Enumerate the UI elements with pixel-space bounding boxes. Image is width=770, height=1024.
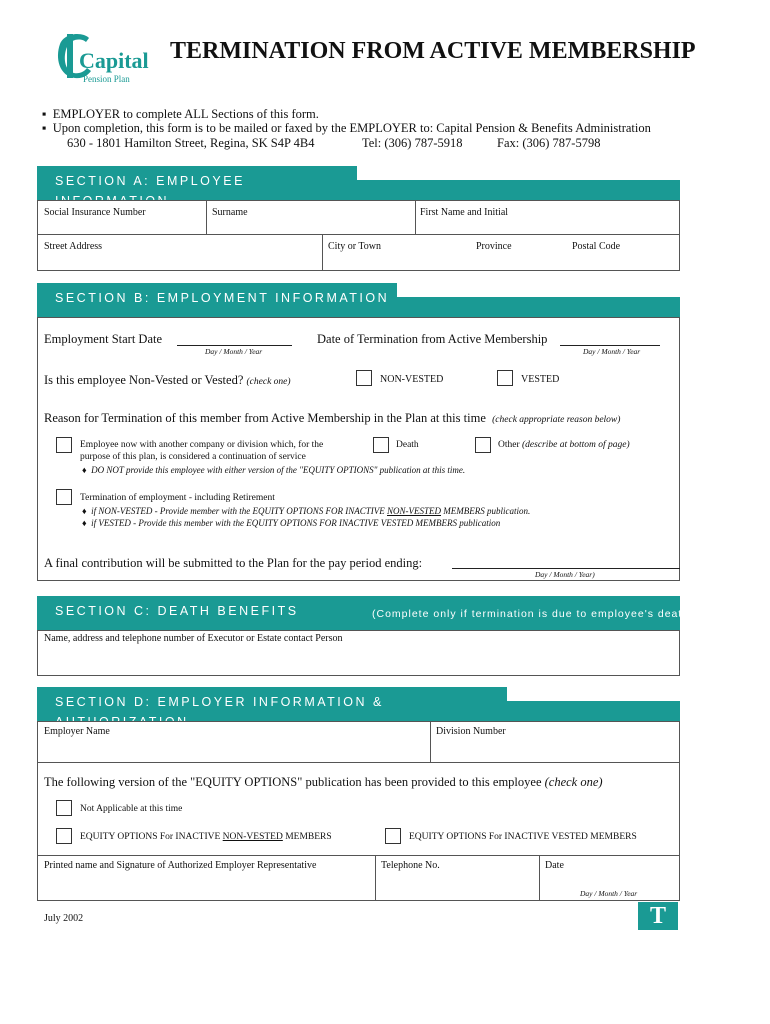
section-b-title: SECTION B: EMPLOYMENT INFORMATION: [37, 283, 397, 317]
other-checkbox[interactable]: [475, 437, 491, 453]
section-d-title: SECTION D: EMPLOYER INFORMATION & AUTHORIZATION: [37, 687, 507, 721]
footer-date: July 2002: [44, 913, 84, 924]
not-applicable-checkbox[interactable]: [56, 800, 72, 816]
equity-vested-label: EQUITY OPTIONS For INACTIVE VESTED MEMBERS: [409, 832, 637, 842]
telephone-field[interactable]: Telephone No.: [381, 860, 440, 871]
first-name-field[interactable]: First Name and Initial: [420, 207, 509, 218]
reason-continuation-checkbox[interactable]: [56, 437, 72, 453]
logo-text: Capital: [79, 48, 149, 73]
reason-termination-label: Termination of employment - including Retirement: [80, 493, 275, 503]
death-checkbox[interactable]: [373, 437, 389, 453]
death-label: Death: [396, 440, 419, 450]
diamond-bullet-icon: ♦: [82, 465, 87, 475]
reason-continuation-note: ♦ DO NOT provide this employee with either version of the "EQUITY OPTIONS" publication at this time.: [82, 465, 466, 475]
page-title: TERMINATION FROM ACTIVE MEMBERSHIP: [170, 38, 696, 64]
reason-heading: Reason for Termination of this member from Active Membership in the Plan at this time (check appropriate reason below): [44, 411, 621, 425]
employer-name-field[interactable]: Employer Name: [44, 726, 110, 737]
bullet-icon: ▪: [42, 107, 47, 121]
reason-continuation-label-2: purpose of this plan, is considered a continuation of service: [80, 452, 306, 462]
section-b-header: [37, 283, 680, 317]
section-c-note: (Complete only if termination is due to employee's death.): [372, 608, 698, 620]
section-a-header: [37, 166, 680, 208]
start-date-input[interactable]: [177, 345, 292, 346]
final-contribution-label: A final contribution will be submitted to the Plan for the pay period ending:: [44, 556, 423, 570]
executor-field[interactable]: Name, address and telephone number of Executor or Estate contact Person: [44, 633, 343, 644]
intro-bullet-1: ▪ EMPLOYER to complete ALL Sections of this form.: [42, 107, 319, 121]
reason-continuation-label: Employee now with another company or division which, for the: [80, 440, 324, 450]
non-vested-checkbox[interactable]: [356, 370, 372, 386]
intro-tel: Tel: (306) 787-5918: [362, 136, 463, 150]
bullet-icon: ▪: [42, 121, 47, 135]
non-vested-label: NON-VESTED: [380, 374, 444, 385]
vested-instruction: ♦ if VESTED - Provide this member with the EQUITY OPTIONS FOR INACTIVE VESTED MEMBERS publication: [82, 518, 501, 528]
intro-address: 630 - 1801 Hamilton Street, Regina, SK S4P 4B4: [67, 136, 315, 150]
intro-bullet-2: ▪ Upon completion, this form is to be mailed or faxed by the EMPLOYER to: Capital Pension & Benefits Administration: [42, 121, 651, 135]
postal-field[interactable]: Postal Code: [572, 241, 621, 252]
sin-field[interactable]: Social Insurance Number: [44, 207, 146, 218]
termination-date-hint: Day / Month / Year: [583, 347, 641, 356]
termination-date-input[interactable]: [560, 345, 660, 346]
section-c-title: SECTION C: DEATH BENEFITS: [37, 596, 680, 630]
final-contribution-input[interactable]: [452, 568, 680, 569]
date-field[interactable]: Date: [545, 860, 564, 871]
surname-field[interactable]: Surname: [212, 207, 248, 218]
diamond-bullet-icon: ♦: [82, 506, 87, 516]
province-field[interactable]: Province: [476, 241, 512, 252]
final-contribution-hint: Day / Month / Year): [535, 570, 595, 579]
equity-non-vested-checkbox[interactable]: [56, 828, 72, 844]
termination-date-label: Date of Termination from Active Membership: [317, 332, 548, 346]
start-date-hint: Day / Month / Year: [205, 347, 263, 356]
vested-checkbox[interactable]: [497, 370, 513, 386]
section-c-header: [37, 596, 698, 630]
other-label: Other (describe at bottom of page): [498, 440, 630, 450]
equity-vested-checkbox[interactable]: [385, 828, 401, 844]
city-field[interactable]: City or Town: [328, 241, 382, 252]
section-a-title: SECTION A: EMPLOYEE INFORMATION: [37, 166, 357, 200]
intro-fax: Fax: (306) 787-5798: [497, 136, 601, 150]
not-applicable-label: Not Applicable at this time: [80, 804, 183, 814]
section-d-header: [37, 687, 680, 729]
division-number-field[interactable]: Division Number: [436, 726, 506, 737]
vested-question: Is this employee Non-Vested or Vested? (check one): [44, 373, 291, 387]
vested-label: VESTED: [521, 374, 560, 385]
diamond-bullet-icon: ♦: [82, 518, 87, 528]
date-hint: Day / Month / Year: [580, 889, 638, 898]
non-vested-instruction: ♦ if NON-VESTED - Provide member with the EQUITY OPTIONS FOR INACTIVE NON-VESTED MEMBERS publication.: [82, 506, 531, 516]
equity-non-vested-label: EQUITY OPTIONS For INACTIVE NON-VESTED MEMBERS: [80, 832, 332, 842]
logo-subtext: Pension Plan: [83, 74, 130, 84]
street-field[interactable]: Street Address: [44, 241, 103, 252]
reason-termination-checkbox[interactable]: [56, 489, 72, 505]
signature-field[interactable]: Printed name and Signature of Authorized Employer Representative: [44, 860, 317, 871]
equity-question: The following version of the "EQUITY OPTIONS" publication has been provided to this employee (check one): [44, 775, 603, 789]
form-badge: T: [638, 902, 678, 930]
start-date-label: Employment Start Date: [44, 332, 163, 346]
capital-logo: [55, 30, 150, 88]
